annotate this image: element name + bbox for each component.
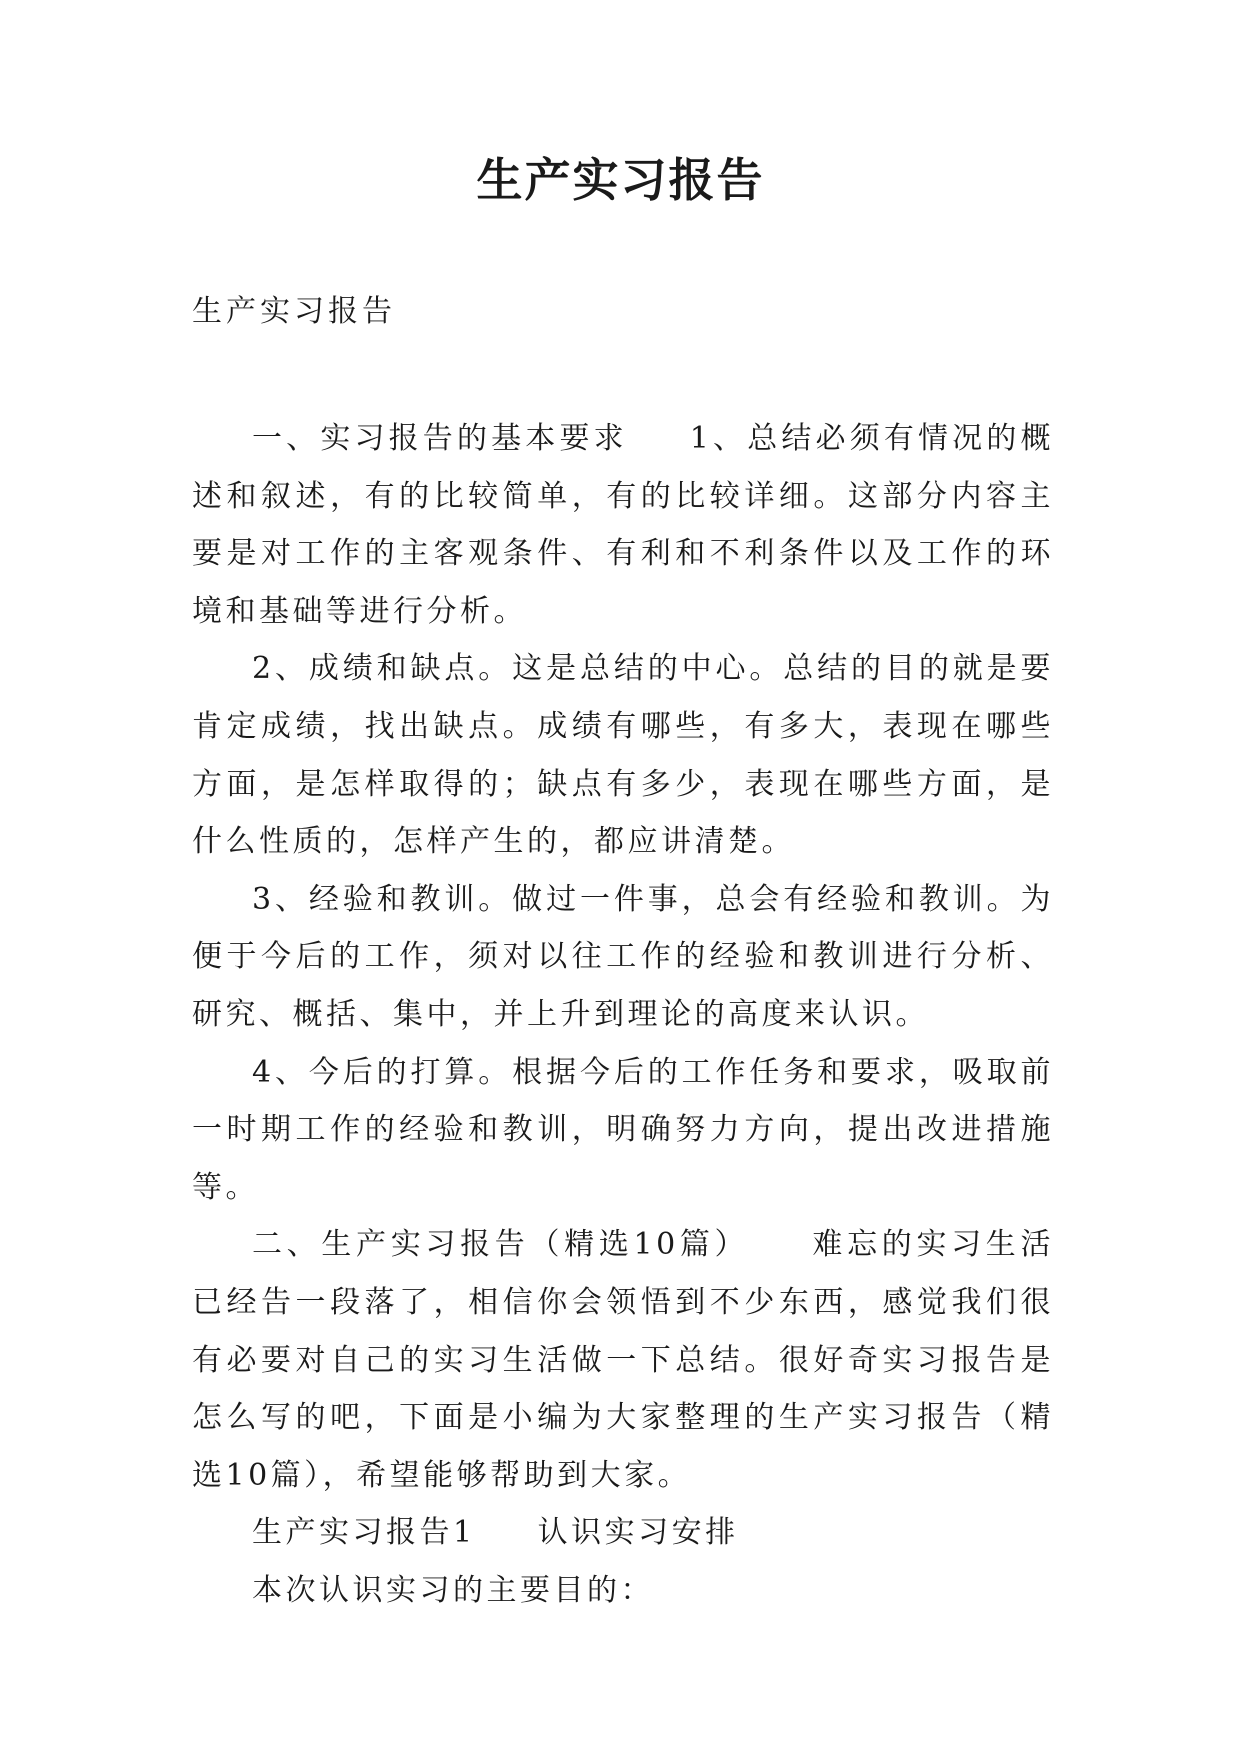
section-heading-2: 二、生产实习报告（精选10篇） bbox=[252, 1227, 750, 1263]
document-subtitle: 生产实习报告 bbox=[192, 294, 396, 329]
paragraph-text: 难忘的实习生活已经告一段落了，相信你会领悟到不少东西，感觉我们很有必要对自己的实习生活做一下总结。很好奇实习报告是怎么写的吧，下面是小编为大家整理的生产实习报告（精选10篇），希望能够帮助到大家。 bbox=[192, 1227, 1054, 1493]
paragraph-lessons: 3、经验和教训。做过一件事，总会有经验和教训。为便于今后的工作，须对以往工作的经验和教训进行分析、研究、概括、集中，并上升到理论的高度来认识。 bbox=[192, 881, 1054, 1032]
document-body bbox=[192, 410, 1054, 1619]
paragraph-plans: 4、今后的打算。根据今后的工作任务和要求，吸取前一时期工作的经验和教训，明确努力方向，提出改进措施等。 bbox=[192, 1054, 1054, 1205]
paragraph-achievements: 2、成绩和缺点。这是总结的中心。总结的目的就是要肯定成绩，找出缺点。成绩有哪些，有多大，表现在哪些方面，是怎样取得的；缺点有多少，表现在哪些方面，是什么性质的，怎样产生的，都应讲清楚。 bbox=[192, 651, 1054, 860]
paragraph-text: 1、总结必须有情况的概述和叙述，有的比较简单，有的比较详细。这部分内容主要是对工作的主客观条件、有利和不利条件以及工作的环境和基础等进行分析。 bbox=[192, 421, 1055, 629]
paragraph-report-1-heading bbox=[192, 1504, 1054, 1562]
section-heading-1: 一、实习报告的基本要求 bbox=[252, 421, 628, 456]
paragraph-purpose: 本次认识实习的主要目的： bbox=[252, 1572, 654, 1608]
document-title: 生产实习报告 bbox=[476, 153, 765, 207]
report-subheading: 认识实习安排 bbox=[537, 1515, 739, 1551]
paragraph-basic-requirements bbox=[192, 410, 1054, 640]
paragraph-selected-reports bbox=[192, 1216, 1054, 1504]
report-heading: 生产实习报告1 bbox=[252, 1515, 476, 1551]
